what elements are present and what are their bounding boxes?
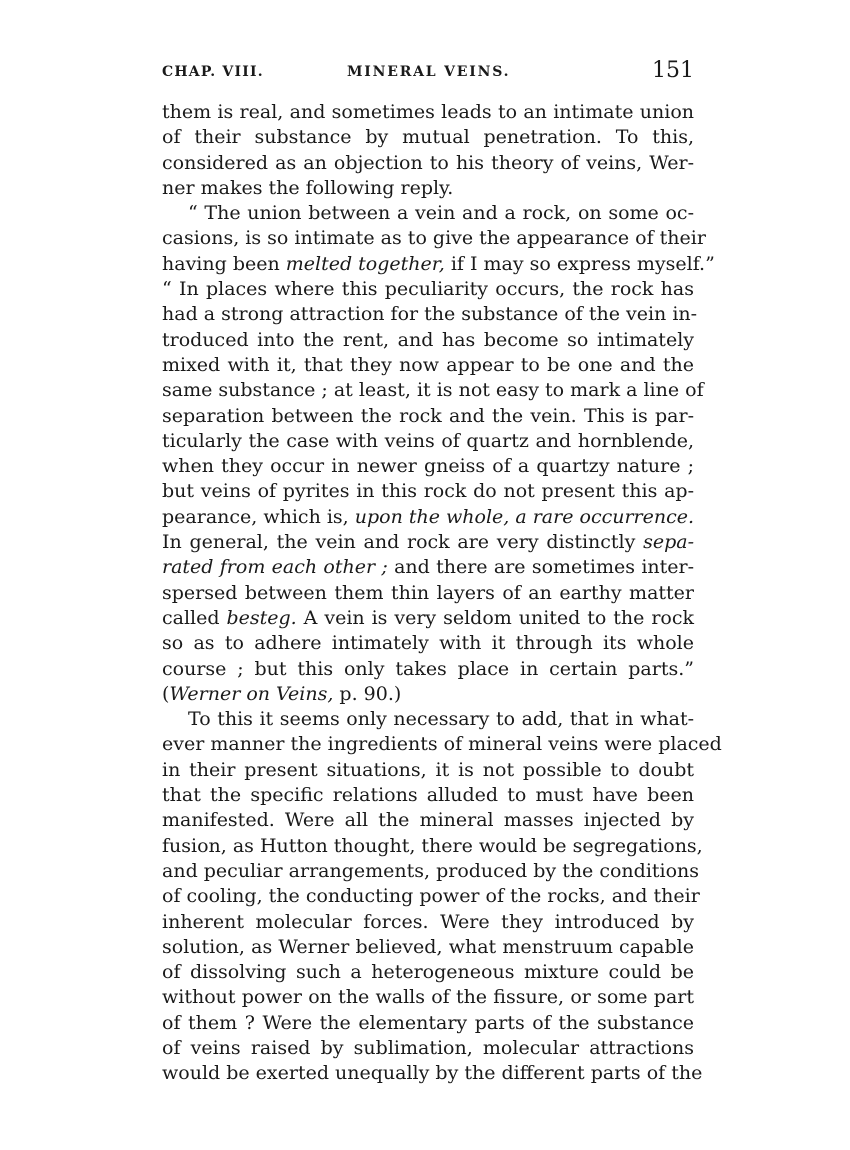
- page-number: 151: [652, 58, 694, 83]
- text-line: had a strong attraction for the substance of the vein in-: [162, 303, 698, 326]
- text-line: solution, as Werner believed, what menstruum capable: [162, 935, 694, 958]
- text-line: considered as an objection to his theory of veins, Wer-: [162, 151, 694, 174]
- text-segment: and there are sometimes inter-: [387, 556, 695, 579]
- text-line: [162, 606, 694, 631]
- text-line: spersed between them thin layers of an earthy matter: [162, 581, 694, 604]
- italic-segment: besteg.: [226, 606, 297, 629]
- text-line: and peculiar arrangements, produced by the conditions: [162, 859, 700, 882]
- text-line: troduced into the rent, and has become so intimately: [162, 328, 694, 351]
- running-head: [162, 58, 694, 88]
- text-line: of veins raised by sublimation, molecular attractions: [162, 1036, 694, 1059]
- body-text: [162, 100, 722, 1087]
- text-segment: p. 90.): [333, 682, 402, 705]
- text-line: same substance ; at least, it is not easy to mark a line of: [162, 379, 704, 402]
- text-segment: pearance, which is,: [162, 505, 355, 528]
- text-segment: having been: [162, 252, 286, 275]
- text-line: [162, 682, 694, 707]
- text-line: [162, 530, 694, 555]
- text-line: “ In places where this peculiarity occurs, the rock has: [162, 278, 694, 301]
- text-line: when they occur in newer gneiss of a quartzy nature ;: [162, 455, 694, 478]
- text-line: [162, 252, 715, 277]
- text-segment: In general, the vein and rock are very distinctly: [162, 531, 644, 554]
- text-line: but veins of pyrites in this rock do not present this ap-: [162, 480, 694, 503]
- text-line: of cooling, the conducting power of the rocks, and their: [162, 885, 700, 908]
- text-line: manifested. Were all the mineral masses injected by: [162, 809, 694, 832]
- italic-segment: sepa-: [643, 531, 694, 554]
- text-line: To this it seems only necessary to add, that in what-: [188, 708, 694, 731]
- text-segment: A vein is very seldom united to the rock: [296, 606, 695, 629]
- text-line: of their substance by mutual penetration. To this,: [162, 126, 694, 149]
- text-line: separation between the rock and the vein. This is par-: [162, 404, 694, 427]
- text-line: without power on the walls of the fissure, or some part: [162, 986, 694, 1009]
- text-line: [162, 555, 694, 580]
- text-line: in their present situations, it is not possible to doubt: [162, 758, 694, 781]
- text-segment: if I may so express myself.”: [444, 252, 715, 275]
- text-line: ticularly the case with veins of quartz and hornblende,: [162, 429, 694, 452]
- text-line: [162, 505, 694, 530]
- text-segment: (: [162, 682, 170, 705]
- text-line: fusion, as Hutton thought, there would be segregations,: [162, 834, 703, 857]
- text-line: “ The union between a vein and a rock, on some oc-: [188, 202, 694, 225]
- text-line: so as to adhere intimately with it through its whole: [162, 632, 694, 655]
- text-line: that the specific relations alluded to must have been: [162, 784, 694, 807]
- text-segment: called: [162, 606, 227, 629]
- text-line: of them ? Were the elementary parts of the substance: [162, 1011, 694, 1034]
- text-line: ner makes the following reply.: [162, 176, 454, 199]
- italic-segment: Werner on Veins,: [169, 682, 334, 705]
- italic-segment: melted together,: [285, 252, 445, 275]
- running-title: MINERAL VEINS.: [347, 64, 511, 80]
- text-line: of dissolving such a heterogeneous mixture could be: [162, 961, 694, 984]
- text-line: mixed with it, that they now appear to be one and the: [162, 353, 694, 376]
- text-line: inherent molecular forces. Were they introduced by: [162, 910, 694, 933]
- chapter-label: CHAP. VIII.: [162, 64, 264, 80]
- text-line: course ; but this only takes place in certain parts.”: [162, 657, 694, 680]
- text-line: would be exerted unequally by the different parts of the: [162, 1062, 703, 1085]
- text-line: casions, is so intimate as to give the appearance of their: [162, 227, 706, 250]
- text-line: them is real, and sometimes leads to an intimate union: [162, 101, 694, 123]
- text-line: ever manner the ingredients of mineral veins were placed: [162, 733, 722, 756]
- italic-segment: rated from each other ;: [162, 556, 388, 579]
- italic-segment: upon the whole, a rare occurrence.: [354, 505, 695, 528]
